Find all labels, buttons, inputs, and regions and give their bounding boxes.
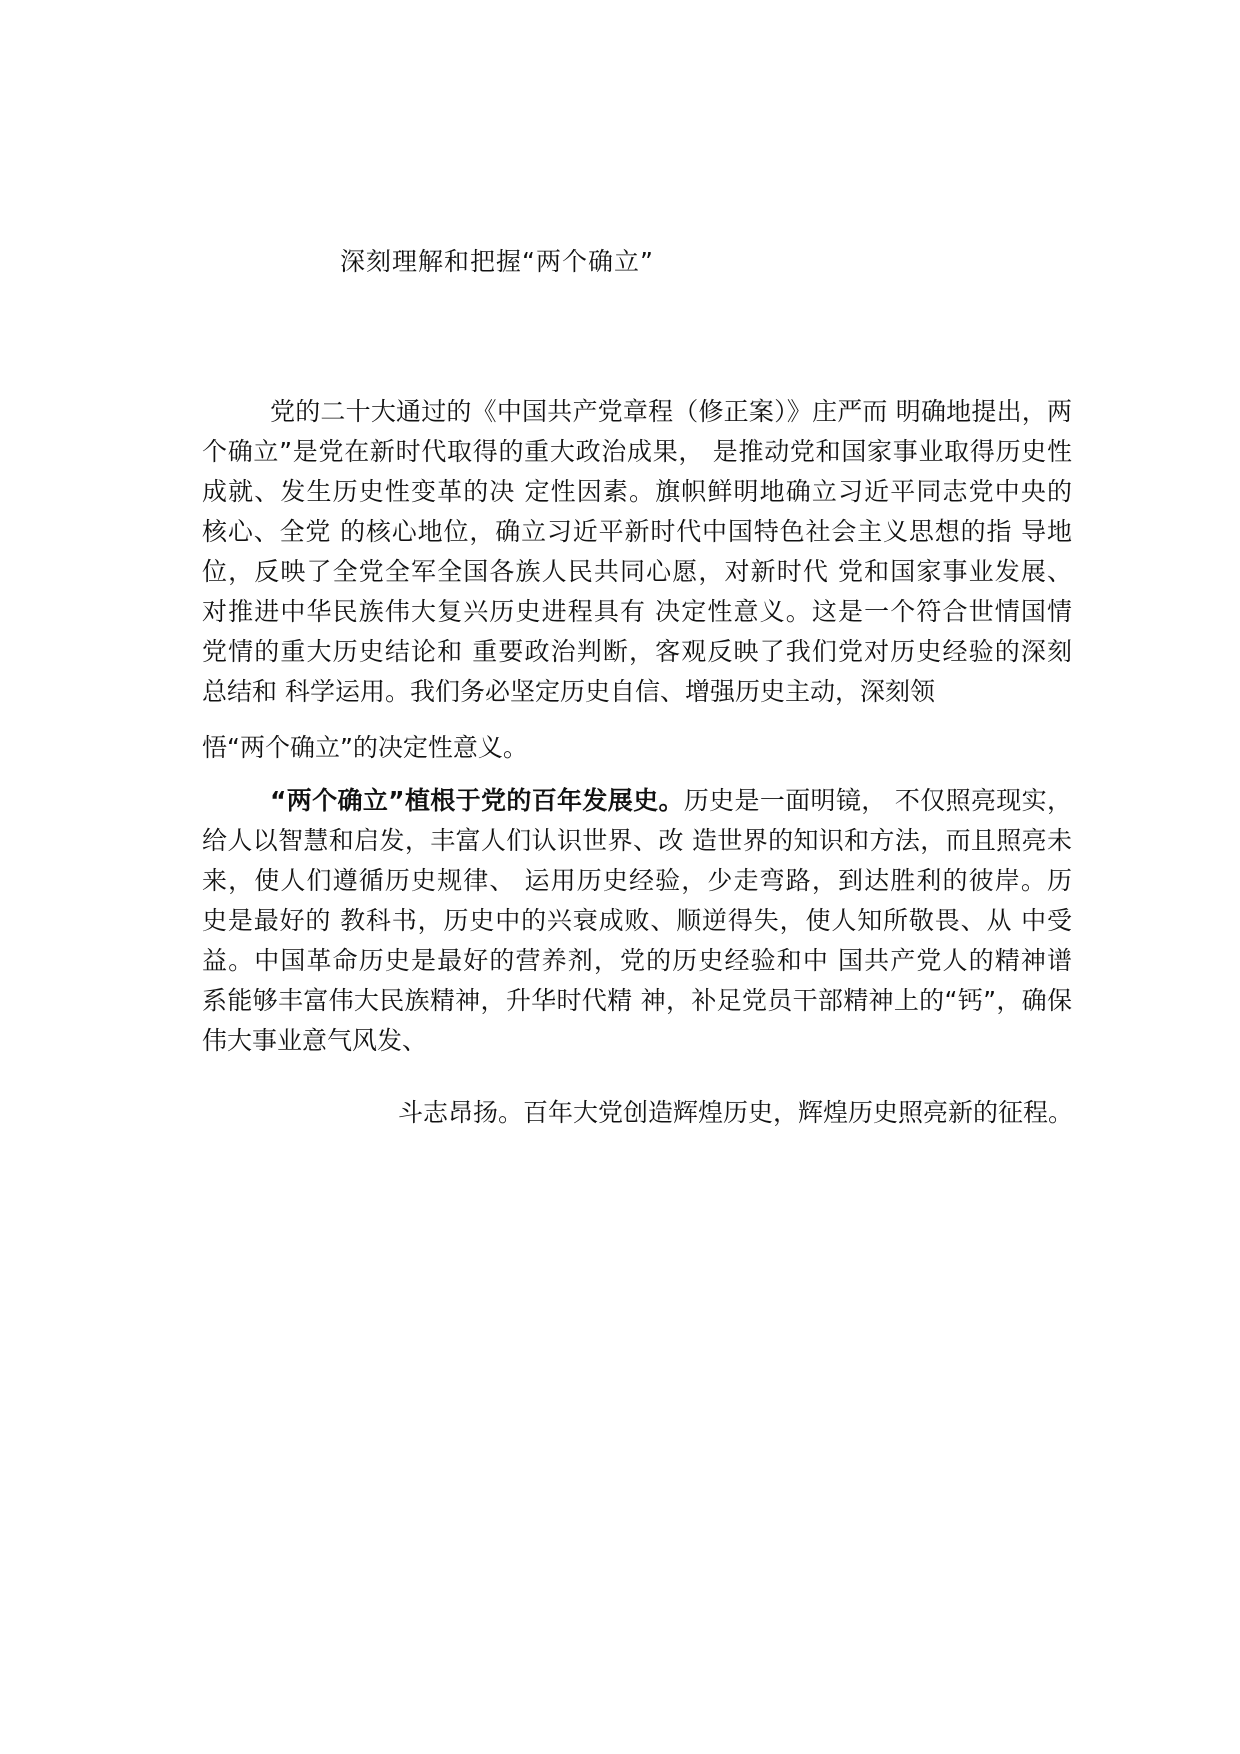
paragraph-1-line: 总结和 科学运用。我们务必坚定历史自信、增强历史主动，深刻领 [202,677,935,706]
paragraph-1-line: 对推进中华民族伟大复兴历史进程具有 决定性意义。这是一个符合世情国情 [202,597,1072,626]
paragraph-2-line: 伟大事业意气风发、 [202,1026,428,1055]
paragraph-1-line: 成就、发生历史性变革的决 定性因素。旗帜鲜明地确立习近平同志党中央的 [202,477,1072,506]
paragraph-1 [202,392,1072,712]
paragraph-2-line1-rest: 历史是一面明镜， 不仅照亮现实， [683,786,1072,815]
paragraph-2 [202,781,1072,1061]
closing-line: 斗志昂扬。百年大党创造辉煌历史，辉煌历史照亮新的征程。 [398,1098,1074,1127]
paragraph-2-line: 给人以智慧和启发，丰富人们认识世界、改 造世界的知识和方法，而且照亮未 [202,826,1072,855]
paragraph-1-tail: 悟“两个确立”的决定性意义。 [202,733,528,762]
paragraph-1-line: 党的二十大通过的《中国共产党章程（修正案）》庄严而 明确地提出，两 [270,397,1072,426]
paragraph-1-line: 党情的重大历史结论和 重要政治判断，客观反映了我们党对历史经验的深刻 [202,637,1072,666]
paragraph-2-line: 系能够丰富伟大民族精神，升华时代精 神，补足党员干部精神上的“钙”，确保 [202,986,1072,1015]
paragraph-2-first-line [202,781,1072,821]
document-title: 深刻理解和把握“两个确立” [340,247,654,276]
paragraph-2-lead: “两个确立”植根于党的百年发展史。 [270,786,684,815]
paragraph-2-line: 益。中国革命历史是最好的营养剂，党的历史经验和中 国共产党人的精神谱 [202,946,1072,975]
paragraph-1-line: 核心、全党 的核心地位，确立习近平新时代中国特色社会主义思想的指 导地 [202,517,1072,546]
paragraph-1-line: 个确立”是党在新时代取得的重大政治成果， 是推动党和国家事业取得历史性 [202,437,1072,466]
paragraph-2-line: 史是最好的 教科书，历史中的兴衰成败、顺逆得失，使人知所敬畏、从 中受 [202,906,1072,935]
paragraph-1-line: 位，反映了全党全军全国各族人民共同心愿，对新时代 党和国家事业发展、 [202,557,1072,586]
paragraph-2-line: 来，使人们遵循历史规律、 运用历史经验，少走弯路，到达胜利的彼岸。历 [202,866,1072,895]
